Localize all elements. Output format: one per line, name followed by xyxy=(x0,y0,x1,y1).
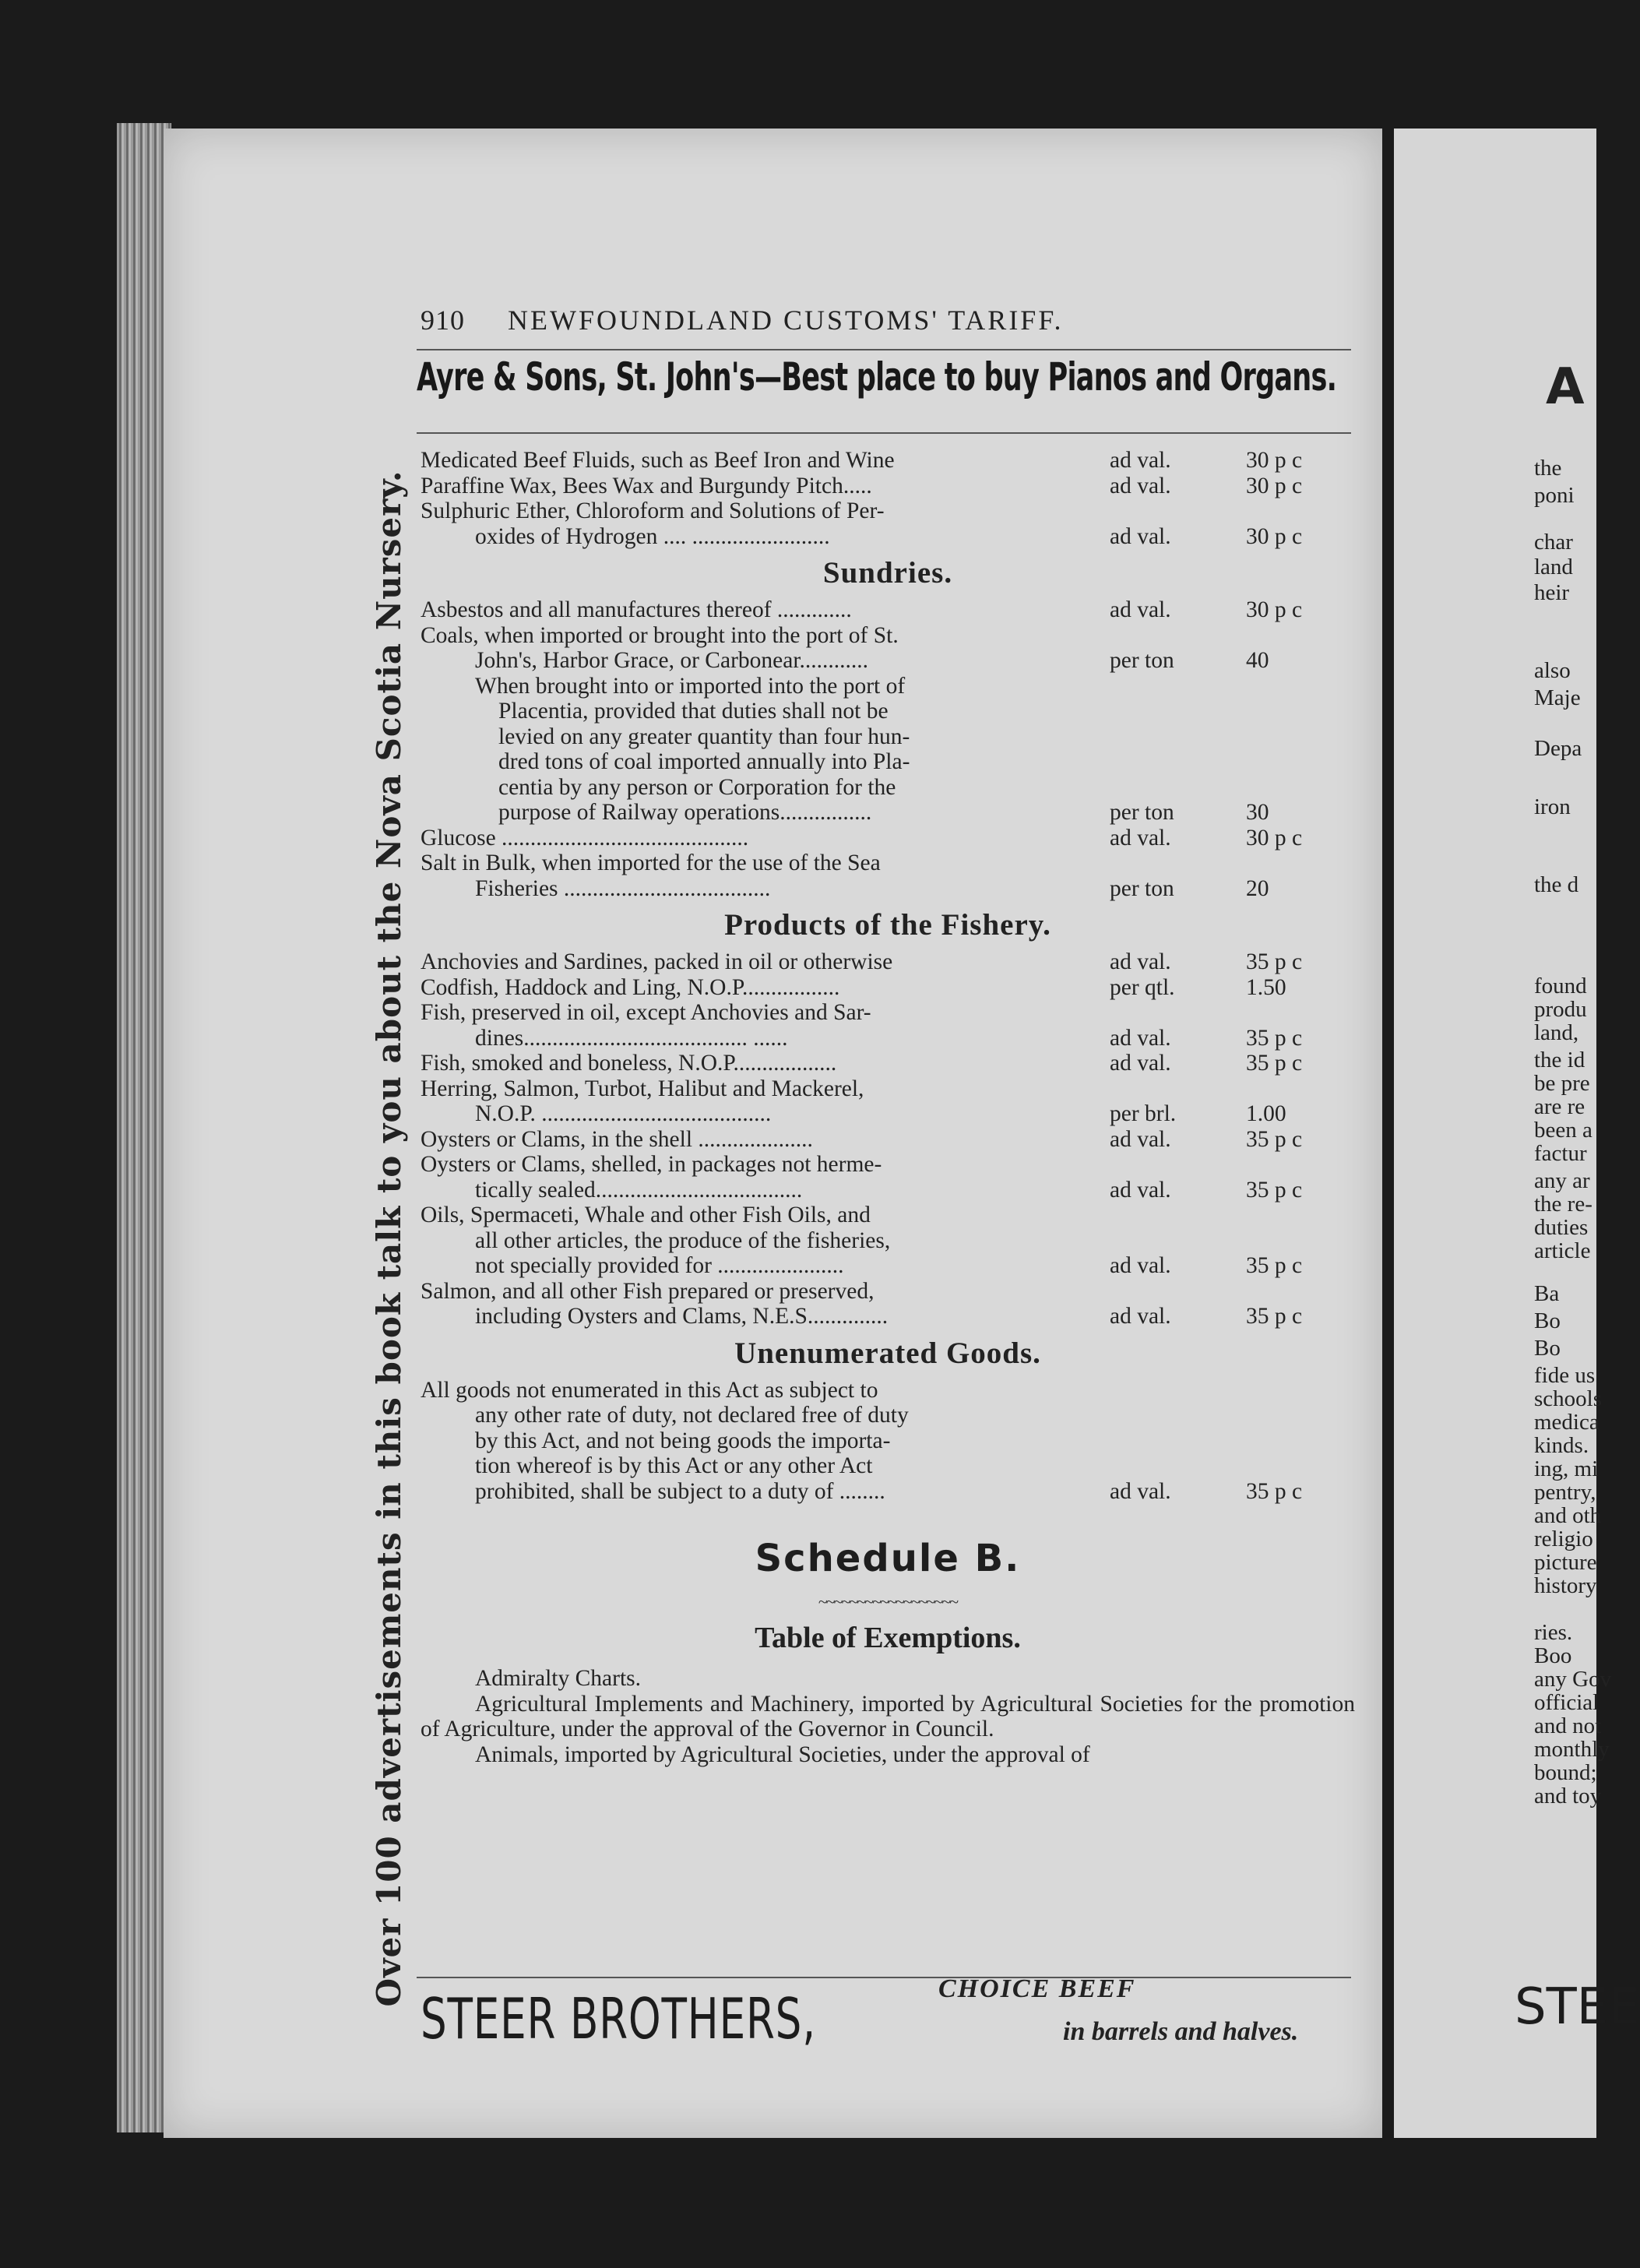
tariff-description: Oysters or Clams, shelled, in packages not herme- xyxy=(421,1152,882,1177)
tariff-row xyxy=(421,1000,1355,1026)
tariff-row xyxy=(421,1152,1355,1178)
tariff-description: including Oysters and Clams, N.E.S.............. xyxy=(475,1304,889,1329)
right-page-line: and oth xyxy=(1534,1503,1602,1528)
right-page-line: pentry, xyxy=(1534,1480,1596,1505)
tariff-row xyxy=(421,1378,1355,1403)
tariff-description: Salt in Bulk, when imported for the use of the Sea xyxy=(421,850,881,875)
right-page-line: iron xyxy=(1534,794,1571,819)
tariff-unit: ad val. xyxy=(1110,448,1171,473)
tariff-description: Codfish, Haddock and Ling, N.O.P................. xyxy=(421,974,840,1000)
tariff-row xyxy=(421,1026,1355,1051)
section-heading-unenumerated: Unenumerated Goods. xyxy=(734,1336,1041,1370)
right-page-line: kinds. xyxy=(1534,1433,1589,1458)
right-page-line: poni xyxy=(1534,483,1575,508)
tariff-description: Placentia, provided that duties shall not be xyxy=(498,699,889,724)
tariff-unit: ad val. xyxy=(1110,949,1171,974)
right-page-line: Ba xyxy=(1534,1281,1560,1306)
tariff-row xyxy=(421,724,1355,750)
tariff-group-fishery xyxy=(421,949,1355,1329)
right-page-line: Bo xyxy=(1534,1308,1561,1333)
tariff-description: Paraffine Wax, Bees Wax and Burgundy Pitch..... xyxy=(421,473,872,498)
tariff-rate: 30 xyxy=(1246,800,1269,825)
tariff-description: Salmon, and all other Fish prepared or preserved, xyxy=(421,1278,875,1304)
tariff-row xyxy=(421,1428,1355,1454)
tariff-description: Glucose ........................................... xyxy=(421,825,749,850)
exemption-line: Animals, imported by Agricultural Societies, under the approval of xyxy=(475,1742,1090,1767)
right-page-line: medica xyxy=(1534,1410,1600,1435)
tariff-rate: 30 p c xyxy=(1246,448,1303,473)
tariff-row xyxy=(421,850,1355,876)
tariff-unit: ad val. xyxy=(1110,1051,1171,1076)
right-page-line: and toy xyxy=(1534,1784,1602,1808)
tariff-description: Fish, smoked and boneless, N.O.P.................. xyxy=(421,1051,837,1076)
right-page-initial: A xyxy=(1546,358,1585,416)
exemption-line: Admiralty Charts. xyxy=(475,1666,642,1691)
right-page-line: monthly xyxy=(1534,1737,1610,1762)
right-page-line: char xyxy=(1534,530,1573,555)
tariff-row xyxy=(421,674,1355,699)
tariff-description: by this Act, and not being goods the importa- xyxy=(475,1428,891,1453)
footer-rule xyxy=(417,1977,1351,1978)
tariff-row xyxy=(421,1453,1355,1479)
tariff-unit: ad val. xyxy=(1110,1253,1171,1278)
tariff-description: levied on any greater quantity than four hun- xyxy=(498,724,910,749)
right-page-line: ries. xyxy=(1534,1620,1573,1645)
right-page-line: Boo xyxy=(1534,1643,1572,1668)
right-page-line: history xyxy=(1534,1573,1597,1598)
tariff-content xyxy=(421,448,1355,1767)
tariff-description: prohibited, shall be subject to a duty of ........ xyxy=(475,1478,885,1504)
tariff-description: dred tons of coal imported annually into Pla- xyxy=(498,749,910,774)
tariff-row xyxy=(421,1178,1355,1203)
right-page-line: the id xyxy=(1534,1048,1585,1072)
tariff-description: purpose of Railway operations................ xyxy=(498,800,872,825)
tariff-row xyxy=(421,1051,1355,1076)
right-page-line: land, xyxy=(1534,1020,1579,1045)
tariff-rate: 35 p c xyxy=(1246,1025,1303,1051)
right-page-line: schools xyxy=(1534,1386,1602,1411)
tariff-description: oxides of Hydrogen .... ........................ xyxy=(475,523,830,549)
running-header xyxy=(421,304,1355,336)
tariff-row xyxy=(421,826,1355,851)
right-page-line: fide us xyxy=(1534,1363,1596,1388)
sidebar-advertisement: Over 100 advertisements in this book talk to you about the Nova Scotia Nursery. xyxy=(370,470,408,2007)
tariff-row xyxy=(421,800,1355,826)
schedule-heading: Schedule B. xyxy=(755,1537,1021,1580)
tariff-description: Sulphuric Ether, Chloroform and Solutions of Per- xyxy=(421,498,885,523)
right-page-line: heir xyxy=(1534,580,1570,605)
tariff-description: Herring, Salmon, Turbot, Halibut and Mackerel, xyxy=(421,1076,864,1101)
tariff-row xyxy=(421,498,1355,524)
tariff-row xyxy=(421,1076,1355,1102)
tariff-description: Fish, preserved in oil, except Anchovies and Sar- xyxy=(421,1000,871,1025)
right-page-line: the re- xyxy=(1534,1192,1592,1217)
tariff-row xyxy=(421,1228,1355,1254)
tariff-row xyxy=(421,524,1355,550)
tariff-row xyxy=(421,448,1355,474)
tariff-description: Coals, when imported or brought into the port of St. xyxy=(421,622,899,648)
tariff-rate: 35 p c xyxy=(1246,1177,1303,1203)
tariff-description: any other rate of duty, not declared free of duty xyxy=(475,1403,909,1428)
right-page-line: found xyxy=(1534,974,1587,998)
right-page-line: bound; xyxy=(1534,1760,1597,1785)
tariff-row xyxy=(421,949,1355,975)
right-page-line: the xyxy=(1534,456,1562,481)
tariff-row xyxy=(421,597,1355,623)
tariff-row xyxy=(421,1304,1355,1329)
tariff-row xyxy=(421,1479,1355,1505)
tariff-row xyxy=(421,648,1355,674)
tariff-rate: 20 xyxy=(1246,875,1269,901)
bottom-ad-tagline: in barrels and halves. xyxy=(1063,2017,1299,2046)
tariff-rate: 35 p c xyxy=(1246,1253,1303,1278)
right-page-line: and not xyxy=(1534,1713,1602,1738)
tariff-row xyxy=(421,1403,1355,1428)
right-page-line: Depa xyxy=(1534,736,1582,761)
tariff-unit: per ton xyxy=(1110,800,1174,825)
tariff-rate: 35 p c xyxy=(1246,1051,1303,1076)
tariff-group-sundries xyxy=(421,597,1355,901)
tariff-unit: per qtl. xyxy=(1110,974,1175,1000)
tariff-rate: 40 xyxy=(1246,648,1269,673)
right-page-line: the d xyxy=(1534,872,1579,897)
tariff-description: Medicated Beef Fluids, such as Beef Iron and Wine xyxy=(421,448,895,473)
tariff-unit: ad val. xyxy=(1110,1126,1171,1152)
running-title: NEWFOUNDLAND CUSTOMS' TARIFF. xyxy=(508,305,1064,336)
right-page-line: article xyxy=(1534,1238,1591,1263)
tariff-row xyxy=(421,975,1355,1001)
exemption-paragraph: Agricultural Implements and Machinery, imported by Agricultural Societies for the promotion of Agriculture, under the approval of the Governor in Council. xyxy=(421,1691,1355,1742)
tariff-description: N.O.P. ........................................ xyxy=(475,1101,772,1126)
tariff-row xyxy=(421,623,1355,649)
tariff-unit: ad val. xyxy=(1110,1478,1171,1504)
right-page-line: also xyxy=(1534,658,1571,683)
tariff-unit: ad val. xyxy=(1110,523,1171,549)
tariff-description: Asbestos and all manufactures thereof ............. xyxy=(421,597,852,622)
tariff-unit: ad val. xyxy=(1110,1025,1171,1051)
tariff-unit: ad val. xyxy=(1110,597,1171,622)
tariff-description: not specially provided for ...................... xyxy=(475,1253,844,1278)
section-heading-sundries: Sundries. xyxy=(822,556,953,590)
tariff-rate: 30 p c xyxy=(1246,523,1303,549)
tariff-description: dines....................................... ...... xyxy=(475,1025,788,1051)
tariff-description: all other articles, the produce of the fisheries, xyxy=(475,1227,891,1253)
right-page-line: picture xyxy=(1534,1550,1597,1575)
tariff-description: centia by any person or Corporation for the xyxy=(498,774,896,800)
tariff-description: Anchovies and Sardines, packed in oil or otherwise xyxy=(421,949,893,974)
tariff-unit: ad val. xyxy=(1110,1304,1171,1329)
right-page-line: land xyxy=(1534,555,1573,579)
tariff-description: Fisheries .................................... xyxy=(475,875,771,901)
right-page-line: be pre xyxy=(1534,1071,1590,1096)
bottom-ad-name: STEER BROTHERS, xyxy=(421,1986,816,2051)
right-page-line: been a xyxy=(1534,1118,1592,1143)
table-title: Table of Exemptions. xyxy=(755,1622,1021,1654)
right-page-line: any ar xyxy=(1534,1168,1590,1193)
right-page-line: any Gov xyxy=(1534,1667,1612,1692)
right-page-line: factur xyxy=(1534,1141,1587,1166)
tariff-description: Oysters or Clams, in the shell .................... xyxy=(421,1126,813,1152)
tariff-rate: 35 p c xyxy=(1246,1478,1303,1504)
right-page-line: duties xyxy=(1534,1215,1589,1240)
tariff-row xyxy=(421,749,1355,775)
tariff-row xyxy=(421,474,1355,499)
tariff-rate: 30 p c xyxy=(1246,473,1303,498)
tariff-row xyxy=(421,1127,1355,1153)
tariff-unit: per brl. xyxy=(1110,1101,1177,1126)
right-page-ad-fragment: STEE xyxy=(1515,1978,1640,2036)
section-heading-fishery: Products of the Fishery. xyxy=(724,908,1051,942)
ad-rule xyxy=(417,432,1351,434)
bottom-ad-choice: CHOICE BEEF xyxy=(938,1974,1136,2003)
tariff-rate: 35 p c xyxy=(1246,949,1303,974)
right-page-line: Bo xyxy=(1534,1336,1561,1361)
tariff-description: John's, Harbor Grace, or Carbonear............ xyxy=(475,648,869,673)
tariff-unit: per ton xyxy=(1110,875,1174,901)
right-page-line: produ xyxy=(1534,997,1587,1022)
tariff-rate: 35 p c xyxy=(1246,1126,1303,1152)
tariff-rate: 1.00 xyxy=(1246,1101,1286,1126)
tariff-rate: 1.50 xyxy=(1246,974,1286,1000)
tariff-rate: 35 p c xyxy=(1246,1304,1303,1329)
tariff-unit: per ton xyxy=(1110,648,1174,673)
tariff-row xyxy=(421,1253,1355,1279)
tariff-row xyxy=(421,876,1355,902)
tariff-rate: 30 p c xyxy=(1246,825,1303,850)
tariff-description: Oils, Spermaceti, Whale and other Fish Oils, and xyxy=(421,1203,871,1227)
tariff-row xyxy=(421,775,1355,801)
tariff-description: All goods not enumerated in this Act as subject to xyxy=(421,1377,878,1403)
header-rule xyxy=(417,349,1351,350)
tariff-row xyxy=(421,1203,1355,1228)
tariff-unit: ad val. xyxy=(1110,1177,1171,1203)
page-number: 910 xyxy=(421,305,465,336)
tariff-description: tically sealed.................................... xyxy=(475,1177,803,1203)
tariff-row xyxy=(421,1279,1355,1305)
right-page-line: ing, mi xyxy=(1534,1456,1599,1481)
top-advertisement: Ayre & Sons, St. John's—Best place to buy Pianos and Organs. xyxy=(417,354,1337,400)
tariff-group-unenumerated xyxy=(421,1378,1355,1505)
ornamental-divider: ~~~~~~~~~~~~~~~~~~ xyxy=(818,1592,958,1611)
tariff-unit: ad val. xyxy=(1110,825,1171,850)
tariff-row xyxy=(421,1101,1355,1127)
right-page-line: Maje xyxy=(1534,685,1581,710)
tariff-rate: 30 p c xyxy=(1246,597,1303,622)
right-page-line: are re xyxy=(1534,1094,1585,1119)
tariff-row xyxy=(421,699,1355,724)
tariff-unit: ad val. xyxy=(1110,473,1171,498)
right-page-line: official xyxy=(1534,1690,1600,1715)
tariff-description: When brought into or imported into the port of xyxy=(475,673,906,699)
right-page-line: religio xyxy=(1534,1527,1593,1551)
tariff-description: tion whereof is by this Act or any other Act xyxy=(475,1453,873,1478)
tariff-group-medicated xyxy=(421,448,1355,549)
